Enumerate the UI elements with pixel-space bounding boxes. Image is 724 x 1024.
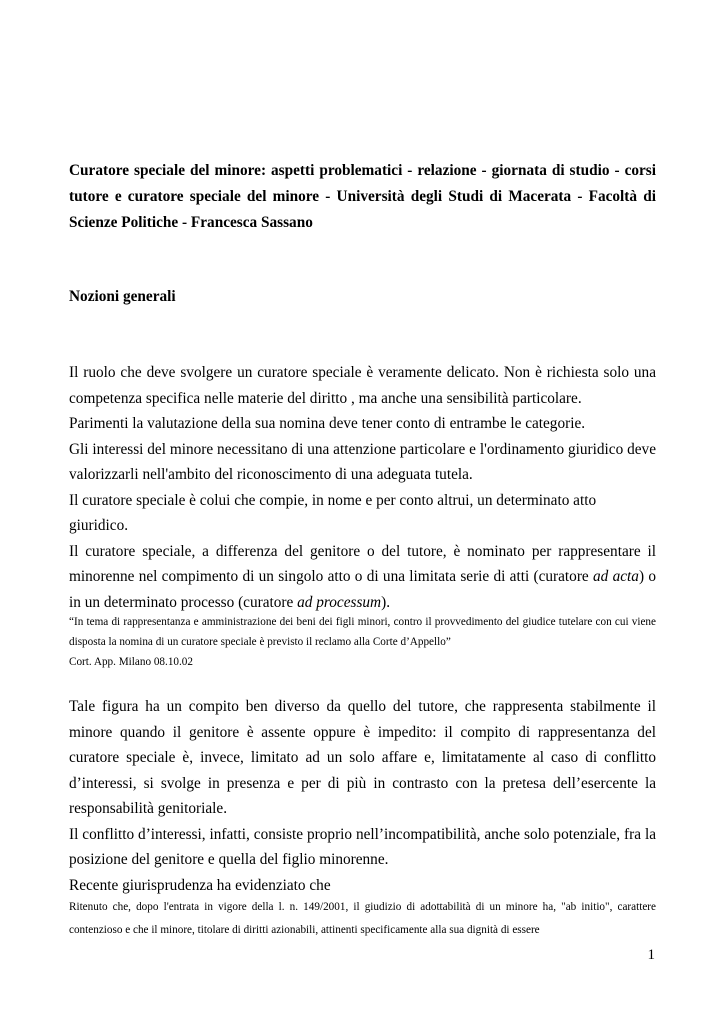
document-title: Curatore speciale del minore: aspetti problematici - relazione - giornata di studio - corsi tutore e curatore speciale del minore - Università degli Studi di Macerata - Facoltà di Scienze Politiche - Francesca Sassano [69,162,656,231]
italic-term: ad processum [297,593,382,611]
paragraph: Il curatore speciale è colui che compie, in nome e per conto altrui, un determinato atto giuridico. [69,491,597,534]
body-section-2 [69,694,656,898]
section-heading: Nozioni generali [69,288,176,305]
paragraph-text: ) o in un determinato processo (curatore [69,568,656,611]
paragraph [69,539,656,616]
paragraph: Parimenti la valutazione della sua nomina deve tener conto di entrambe le categorie. [69,415,586,432]
body-section-1 [69,360,656,615]
paragraph-text: Il curatore speciale, a differenza del genitore o del tutore, è nominato per rappresentare il minorenne nel compimento di un singolo atto o di una limitata serie di atti (curatore [69,542,656,585]
paragraph-text: ). [381,593,391,611]
small-text-paragraph: Ritenuto che, dopo l'entrata in vigore della l. n. 149/2001, il giudizio di adottabilità di un minore ha, "ab initio", carattere contenzioso e che il minore, titolare di diritti azionabili, attinenti specificamente alla sua dignità di essere [69,901,656,936]
paragraph: Il ruolo che deve svolgere un curatore speciale è veramente delicato. Non è richiesta solo una competenza specifica nelle materie del diritto , ma anche una sensibilità particolare. [69,364,656,407]
italic-term: ad acta [593,568,639,585]
paragraph: Recente giurisprudenza ha evidenziato che [69,876,331,894]
jurisprudence-quote: “In tema di rappresentanza e amministrazione dei beni dei figli minori, contro il provvedimento del giudice tutelare con cui viene disposta la nomina di un curatore speciale è previsto il reclamo alla Corte d’Appello” [69,616,656,648]
quote-citation: Cort. App. Milano 08.10.02 [69,656,193,668]
page-number: 1 [647,947,655,963]
paragraph: Il conflitto d’interessi, infatti, consiste proprio nell’incompatibilità, anche solo potenziale, fra la posizione del genitore e quella del figlio minorenne. [69,825,656,868]
paragraph: Tale figura ha un compito ben diverso da quello del tutore, che rappresenta stabilmente il minore quando il genitore è assente oppure è impedito: il compito di rappresentanza del curatore speciale è, invece, limitato ad un solo affare e, limitatamente al caso di conflitto d’interessi, si svolge in presenza e per di più in contrasto con la pretesa dell’esercente la responsabilità genitoriale. [69,698,656,817]
paragraph: Gli interessi del minore necessitano di una attenzione particolare e l'ordinamento giuridico deve valorizzarli nell'ambito del riconoscimento di una adeguata tutela. [69,440,656,483]
